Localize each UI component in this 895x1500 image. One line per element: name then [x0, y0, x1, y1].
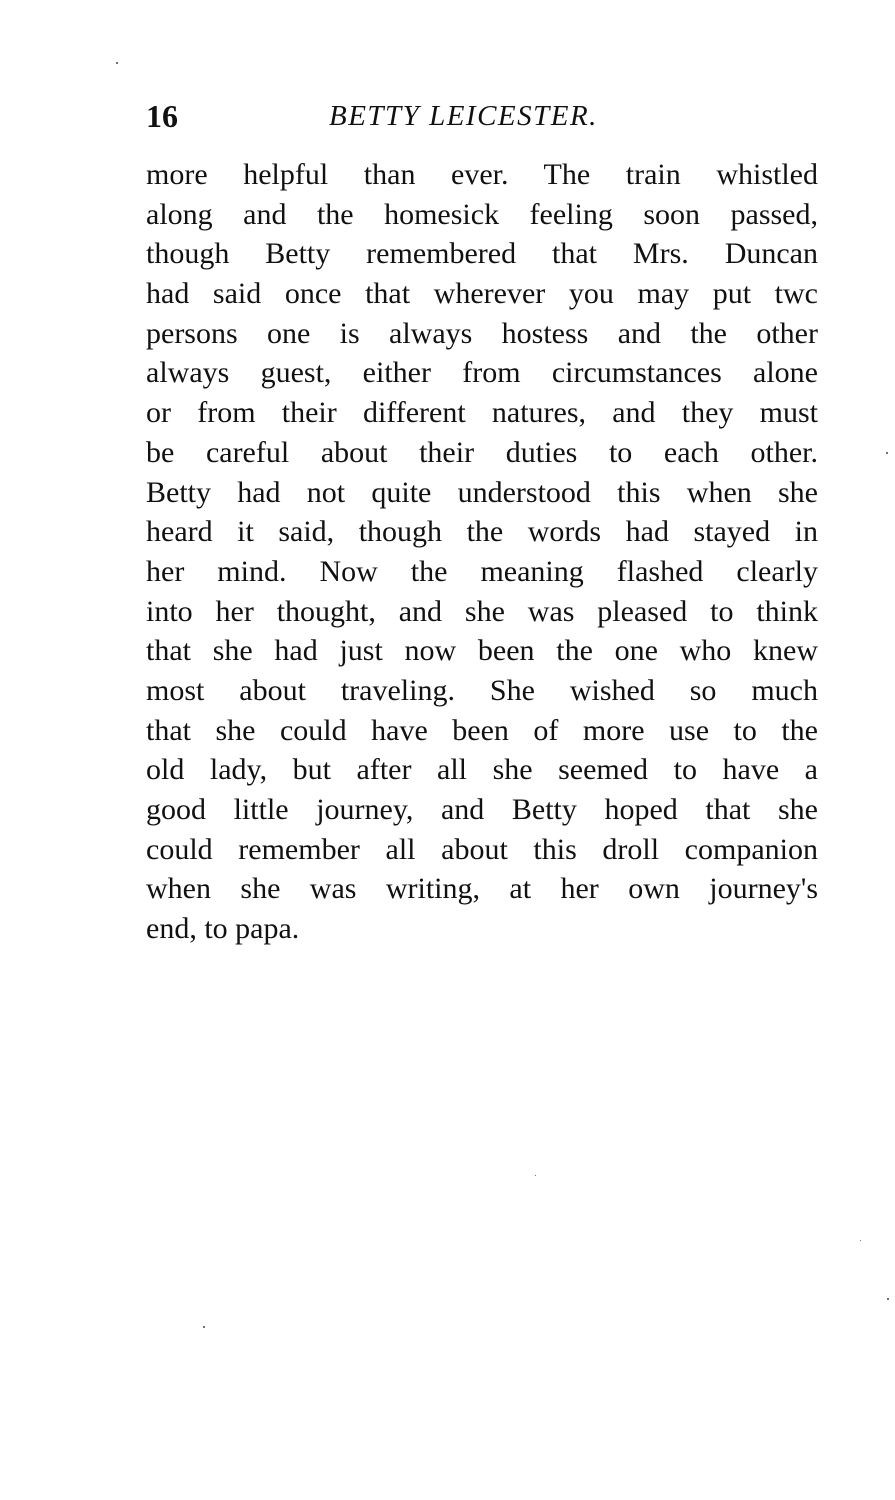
text-line: when she was writing, at her own journey's	[146, 872, 818, 906]
text-line: end, to papa.	[146, 912, 300, 946]
text-line: her mind. Now the meaning flashed clearly	[146, 554, 818, 588]
page-number: 16	[146, 98, 178, 134]
scan-speck	[886, 452, 888, 454]
scan-speck	[535, 1175, 536, 1176]
text-line: or from their different natures, and they must	[146, 396, 818, 430]
text-line: that she could have been of more use to the	[146, 713, 818, 747]
text-line: though Betty remembered that Mrs. Duncan	[146, 237, 818, 271]
text-line: into her thought, and she was pleased to think	[146, 594, 818, 628]
text-line: could remember all about this droll companion	[146, 832, 818, 866]
scan-speck	[887, 1298, 889, 1300]
scan-speck	[203, 1326, 205, 1328]
scan-speck	[116, 62, 118, 64]
text-line: heard it said, though the words had stayed in	[146, 515, 818, 549]
running-title: BETTY LEICESTER.	[329, 100, 598, 132]
text-line: persons one is always hostess and the other	[146, 316, 818, 350]
text-line: most about traveling. She wished so much	[146, 673, 818, 707]
text-line: good little journey, and Betty hoped that she	[146, 793, 818, 826]
running-head	[146, 94, 818, 138]
text-line: old lady, but after all she seemed to have a	[146, 753, 818, 787]
text-line: be careful about their duties to each other.	[146, 435, 818, 469]
text-line: Betty had not quite understood this when she	[146, 475, 818, 509]
text-line: had said once that wherever you may put twc	[146, 277, 818, 311]
text-line: along and the homesick feeling soon passed,	[146, 197, 818, 231]
body-text	[146, 155, 818, 949]
text-line: that she had just now been the one who knew	[146, 634, 818, 668]
text-line: always guest, either from circumstances alone	[146, 356, 818, 390]
scan-speck	[860, 1240, 861, 1241]
text-line: more helpful than ever. The train whistled	[146, 158, 818, 191]
